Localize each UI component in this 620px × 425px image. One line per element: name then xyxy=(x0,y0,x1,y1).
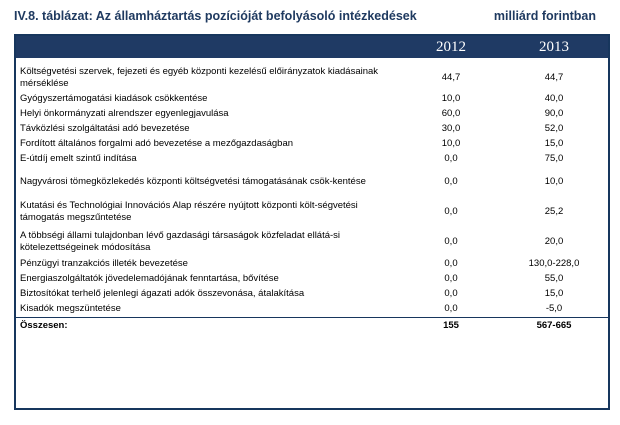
header-row xyxy=(16,36,608,58)
table-row xyxy=(16,272,608,287)
row-label: Kisadók megszüntetése xyxy=(20,303,121,315)
value-2013: 25,2 xyxy=(544,205,564,217)
value-2012: 44,7 xyxy=(441,71,461,83)
total-row xyxy=(16,318,608,336)
measures-table xyxy=(14,34,610,410)
value-2012: 0,0 xyxy=(444,303,458,315)
value-2013: 75,0 xyxy=(544,153,564,165)
row-label: Költségvetési szervek, fejezeti és egyéb központi kezelésű előirányzatok kiadásainak mérséklése xyxy=(20,65,379,89)
header-2013: 2013 xyxy=(500,36,608,58)
total-label: Összesen: xyxy=(16,318,402,336)
value-2013: 44,7 xyxy=(544,71,564,83)
value-2012: 60,0 xyxy=(441,108,461,120)
value-2012: 0,0 xyxy=(444,273,458,285)
value-2013: 52,0 xyxy=(544,123,564,135)
header-2012: 2012 xyxy=(402,36,500,58)
value-2012: 0,0 xyxy=(444,153,458,165)
unit-label: milliárd forintban xyxy=(493,9,596,23)
row-label: Biztosítókat terhelő jelenlegi ágazati adók összevonása, átalakítása xyxy=(20,288,305,300)
value-2012: 0,0 xyxy=(444,288,458,300)
value-2012: 30,0 xyxy=(441,123,461,135)
value-2012: 10,0 xyxy=(441,93,461,105)
row-label: Gyógyszertámogatási kiadások csökkentése xyxy=(20,93,208,105)
table-caption xyxy=(14,6,610,26)
total-2013: 567-665 xyxy=(500,318,608,336)
table-row xyxy=(16,107,608,122)
value-2013: 130,0-228,0 xyxy=(528,258,580,270)
value-2013: 55,0 xyxy=(544,273,564,285)
table-row xyxy=(16,302,608,318)
value-2013: 15,0 xyxy=(544,138,564,150)
table-row xyxy=(16,122,608,137)
value-2013: 40,0 xyxy=(544,93,564,105)
table-row xyxy=(16,64,608,92)
value-2013: 90,0 xyxy=(544,108,564,120)
value-2012: 0,0 xyxy=(444,235,458,247)
value-2013: 15,0 xyxy=(544,288,564,300)
value-2012: 0,0 xyxy=(444,258,458,270)
row-label: Nagyvárosi tömegközlekedés központi költségvetési támogatásának csök-kentése xyxy=(20,175,366,187)
row-label: Távközlési szolgáltatási adó bevezetése xyxy=(20,123,190,135)
row-label: E-útdíj emelt szintű indítása xyxy=(20,153,137,165)
row-label: Energiaszolgáltatók jövedelemadójának fenntartása, bővítése xyxy=(20,273,279,285)
row-label: Fordított általános forgalmi adó bevezetése a mezőgazdaságban xyxy=(20,138,294,150)
value-2013: 10,0 xyxy=(544,175,564,187)
table-row xyxy=(16,227,608,257)
value-2012: 0,0 xyxy=(444,205,458,217)
table-row xyxy=(16,152,608,167)
value-2013: 20,0 xyxy=(544,235,564,247)
row-label: Helyi önkormányzati alrendszer egyenlegjavulása xyxy=(20,108,229,120)
header-blank xyxy=(16,36,402,58)
table-row xyxy=(16,92,608,107)
row-label: A többségi állami tulajdonban lévő gazdasági társaságok közfeladat ellátá-si kötelezettségeinek módosítása xyxy=(20,229,341,253)
row-label: Kutatási és Technológiai Innovációs Alap részére nyújtott központi költ-ségvetési támogatás megszűntetése xyxy=(20,199,358,223)
table-row xyxy=(16,167,608,197)
table-row xyxy=(16,257,608,272)
total-2012: 155 xyxy=(402,318,500,336)
table-title: IV.8. táblázat: Az államháztartás pozícióját befolyásoló intézkedések xyxy=(14,9,417,23)
table-row xyxy=(16,197,608,227)
table-row xyxy=(16,287,608,302)
value-2012: 10,0 xyxy=(441,138,461,150)
value-2012: 0,0 xyxy=(444,175,458,187)
value-2013: -5,0 xyxy=(545,303,563,315)
table-row xyxy=(16,137,608,152)
row-label: Pénzügyi tranzakciós illeték bevezetése xyxy=(20,258,188,270)
